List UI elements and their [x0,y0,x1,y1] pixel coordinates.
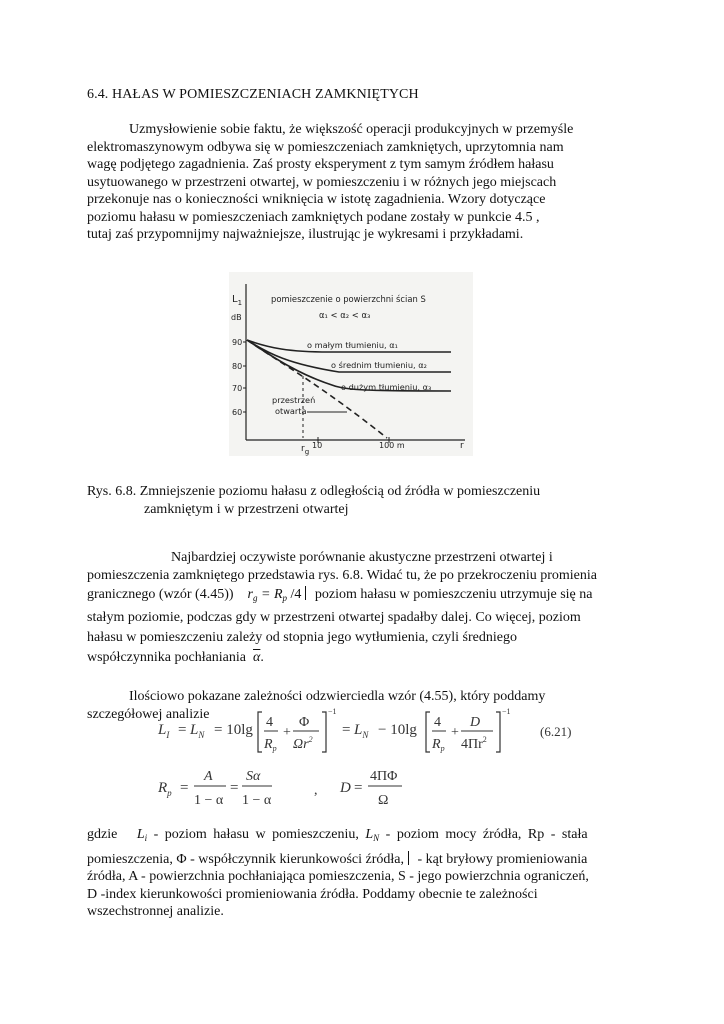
frac-4-b: 4 [434,715,441,730]
frac-S-alpha: Sα [246,769,261,784]
alpha-symbol: $\overline{\alpha}$ [253,650,261,665]
open-space-label-2: otwarta [275,406,307,416]
rp-def: $R_p$ [158,780,172,798]
exponent-2: −1 [502,707,511,716]
comma: , [314,783,318,798]
text-line: Ilościowo pokazane zależności odzwierciedla wzór (4.55), który poddamy [129,689,546,704]
text-line: Najbardziej oczywiste porównanie akustyczne przestrzeni otwartej i [171,550,553,565]
plus-sign: + [283,725,291,740]
ln-symbol: $L_N$ [365,827,380,843]
y-tick-90: 90 [232,338,243,347]
y-axis-label: $L_1$ [232,294,243,307]
x-tick-100: 100 m [379,441,405,450]
curve2-label: o średnim tłumieniu, α₂ [331,360,427,370]
frac-rp-b: $R_p$ [432,737,445,753]
text-line: przekonuje nas o konieczności wniknięcia w istotę zagadnienia. Wzory dotyczące [87,192,546,207]
rg-label: $r_g$ [301,444,310,456]
caption-line-2: zamkniętym i w przestrzeni otwartej [144,501,349,517]
D-def: D [340,780,351,796]
frac-rp: $R_p$ [264,737,277,753]
li-symbol: $L_i$ [136,827,148,843]
text-line: wagę podjętego zagadnienia. Zaś prosty eksperyment z tym samym źródłem hałasu [87,157,554,172]
text-line: pomieszczenia, Φ - współczynnik kierunkowości źródła, - kąt bryłowy promieniowania [87,851,588,867]
text-line: elektromaszynowym odbywa się w pomieszczeniach zamkniętych, uprzytomnia nam [87,139,564,155]
eq-sign: = [178,722,187,738]
x-tick-10: 10 [312,441,323,450]
text-line: gdzie $L_i$ - poziom hałasu w pomieszczeniu, $L_N$ - poziom mocy źródła, Rp - stała [87,827,588,843]
y-tick-60: 60 [232,408,243,417]
legend-condition: α₁ < α₂ < α₃ [319,310,371,320]
missing-glyph-box [305,586,307,600]
text-line: tutaj zaś przypomnijmy najważniejsze, ilustrując je wykresami i przykładami. [87,227,524,242]
figure-caption [87,483,647,518]
text-line: D -index kierunkowości promieniowania źródła. Poddamy obecnie te zależności [87,886,538,902]
bracket-right [322,712,326,752]
text-line: pomieszczenia zamkniętego przedstawia rys. 6.8. Widać tu, że po przekroczeniu promienia [87,567,597,583]
text-line: wszechstronnej analizie. [87,904,224,919]
frac-4piphi: 4ΠΦ [370,769,398,784]
text-line: granicznego (wzór (4.45)) $r_g = R_p$ /4 poziom hałasu w pomieszczeniu utrzymuje się na [87,587,593,603]
section-heading: 6.4. HAŁAS W POMIESZCZENIACH ZAMKNIĘTYCH [87,87,419,102]
frac-1-minus-alpha: 1 − α [194,793,224,808]
lhs-L: $L_I$ [158,722,170,740]
ln-L: $L_N$ [190,722,205,740]
text-line: usytuowanego w przestrzeni otwartej, w pomieszczeniu i w różnych jego miejscach [87,174,557,190]
ln-L-2: $L_N$ [354,722,369,740]
text-line: źródła, A - powierzchnia pochłaniająca pomieszczenia, S - jego powierzchnia ograniczeń, [87,869,589,884]
intro-paragraph [87,121,647,244]
text-line: szczegółowej analizie [87,706,210,722]
frac-1-minus-alpha-2: 1 − α [242,793,272,808]
bracket-right-2 [496,712,500,752]
text-line: współczynnika pochłaniania $\overline{\alpha}$. [87,650,264,665]
eq-sign-4: = [230,780,239,796]
eq-sign-3: = [180,780,189,796]
comparison-paragraph [87,549,648,667]
text-line: Uzmysłowienie sobie faktu, że większość operacji produkcyjnych w przemyśle [129,122,574,137]
plus-sign-2: + [451,725,459,740]
open-space-label-1: przestrzeń [272,395,316,405]
curve1-label: o małym tłumieniu, α₁ [307,340,398,350]
minus10lg: − 10lg [378,722,417,738]
formula-6-21 [152,706,582,816]
y-tick-70: 70 [232,384,243,393]
x-axis-label: r [460,441,464,451]
equation-number: (6.21) [540,724,572,739]
eq-sign-5: = [354,780,363,796]
plus10lg: = 10lg [214,722,253,738]
y-unit-label: dB [231,313,242,322]
exponent: −1 [328,707,337,716]
frac-D: D [470,715,481,730]
rg-inline-formula: $r_g = R_p$ /4 [247,587,302,603]
caption-line-1: Rys. 6.8. Zmniejszenie poziomu hałasu z odległością od źródła w pomieszczeniu [87,484,541,499]
frac-4pir2: $4\Pi r^2$ [461,735,487,752]
definitions-paragraph [87,826,648,921]
legend-title: pomieszczenie o powierzchni ścian S [271,294,426,304]
bracket-left-2 [426,712,430,752]
bracket-left [258,712,262,752]
frac-A: A [204,769,213,784]
text-line: hałasu w pomieszczeniu zależy od stopnia jego wytłumienia, czyli średniego [87,629,517,645]
curve3-label: o dużym tłumieniu, α₃ [341,382,432,392]
frac-omega: Ω [378,793,389,808]
text-line: stałym poziomie, podczas gdy w przestrzeni otwartej spadałby dalej. Co więcej, poziom [87,610,581,625]
frac-omega-r2: $\Omega r^2$ [293,735,313,752]
frac-4: 4 [266,715,273,730]
frac-phi: Φ [299,715,310,730]
y-tick-80: 80 [232,362,243,371]
text-line: poziomu hałasu w pomieszczeniach zamkniętych podane zostały w punkcie 4.5 , [87,209,540,225]
missing-glyph-box [408,851,410,865]
noise-level-figure [229,272,473,456]
eq-sign-2: = [342,722,351,738]
